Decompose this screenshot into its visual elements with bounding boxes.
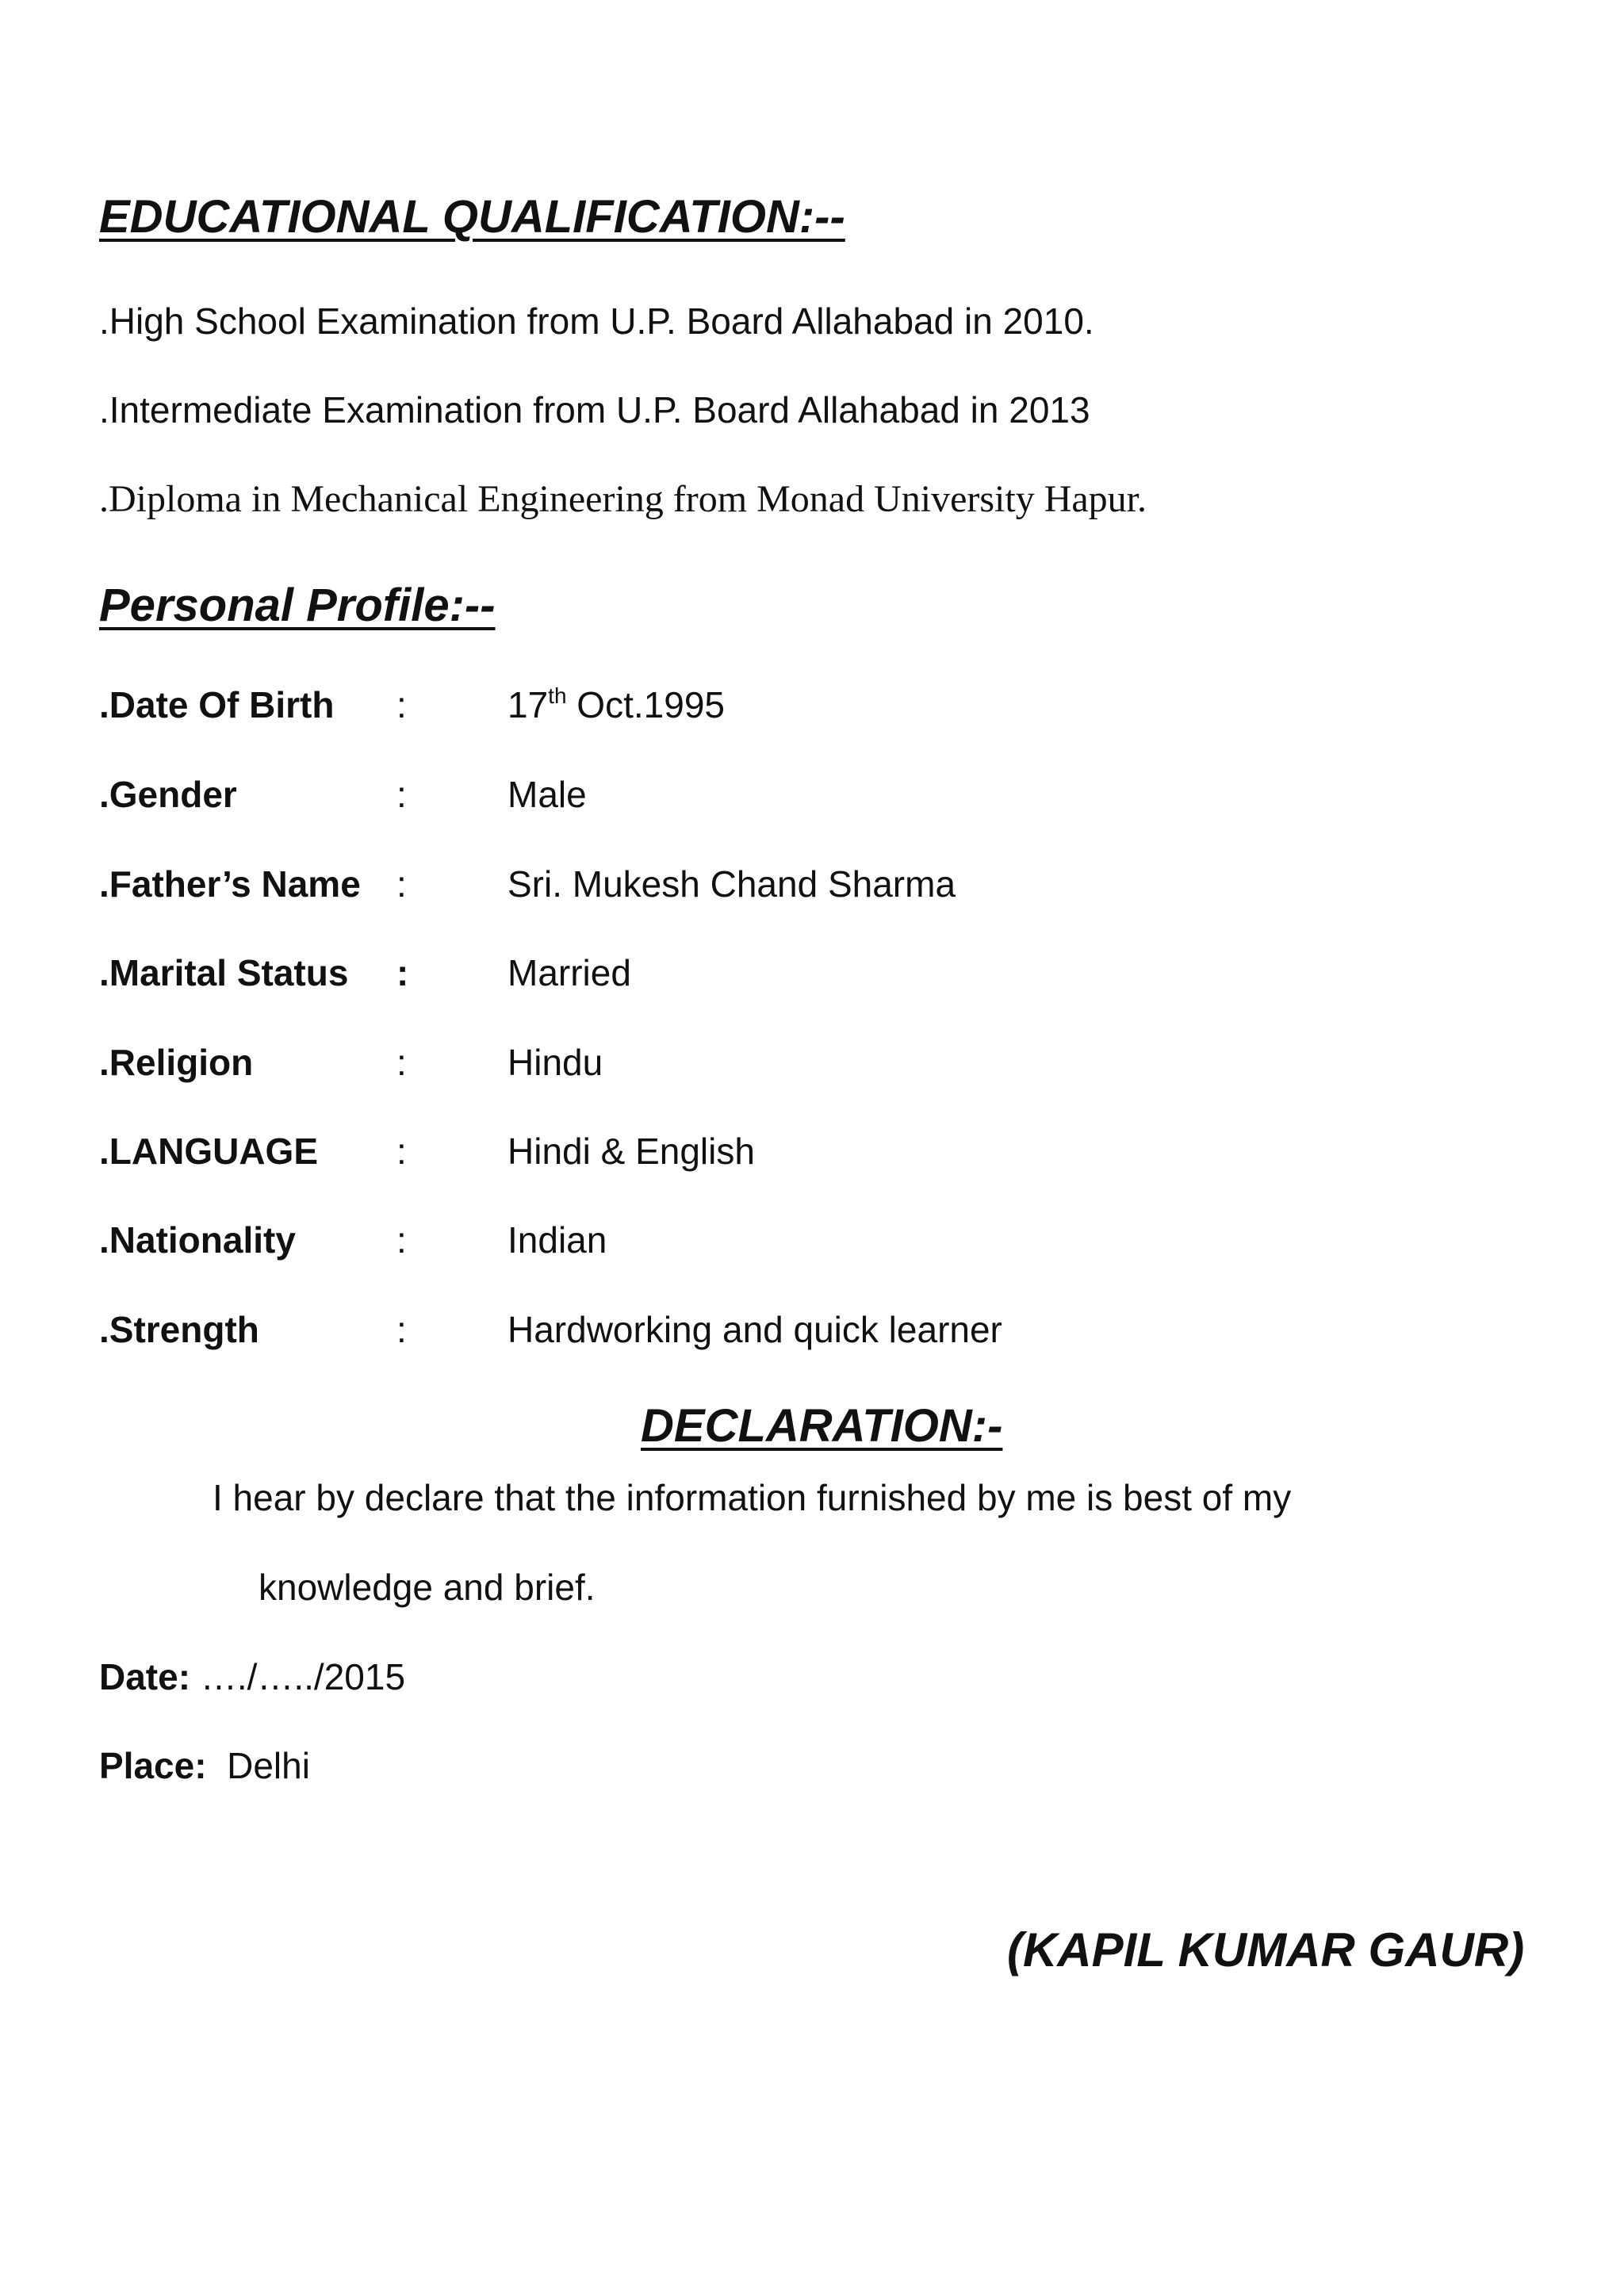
profile-colon: :	[396, 1219, 407, 1261]
education-item-diploma: .Diploma in Mechanical Engineering from Monad University Hapur.	[99, 478, 1147, 520]
dob-day: 17	[508, 684, 549, 725]
profile-label: .Nationality	[99, 1219, 296, 1261]
profile-value-dob	[508, 683, 725, 726]
profile-label: .Strength	[99, 1309, 259, 1350]
profile-label: .Gender	[99, 774, 237, 815]
declaration-text-line1: I hear by declare that the information furnished by me is best of my	[213, 1477, 1292, 1518]
profile-value: Married	[508, 952, 631, 993]
profile-heading: Personal Profile:--	[99, 580, 496, 631]
profile-value: Indian	[508, 1219, 607, 1261]
profile-value: Hardworking and quick learner	[508, 1309, 1002, 1350]
declaration-text-line2: knowledge and brief.	[259, 1567, 596, 1608]
date-label: Date:	[99, 1656, 191, 1697]
profile-value: Hindi & English	[508, 1131, 755, 1172]
profile-colon: :	[396, 684, 407, 725]
dob-suffix: th	[548, 683, 567, 708]
profile-value: Male	[508, 774, 587, 815]
profile-colon: :	[396, 952, 409, 993]
date-line	[99, 1655, 405, 1698]
profile-label: .Date Of Birth	[99, 684, 335, 725]
profile-colon: :	[396, 863, 407, 905]
profile-label: .Marital Status	[99, 952, 349, 993]
profile-value: Hindu	[508, 1042, 603, 1083]
profile-colon: :	[396, 1131, 407, 1172]
education-heading: EDUCATIONAL QUALIFICATION:--	[99, 191, 845, 243]
dob-rest: Oct.1995	[566, 684, 725, 725]
profile-value: Sri. Mukesh Chand Sharma	[508, 863, 956, 905]
place-label: Place:	[99, 1745, 207, 1786]
education-item-intermediate: .Intermediate Examination from U.P. Board Allahabad in 2013	[99, 389, 1090, 430]
profile-label: .Father’s Name	[99, 863, 361, 905]
profile-colon: :	[396, 1042, 407, 1083]
signature-name: (KAPIL KUMAR GAUR)	[1007, 1923, 1525, 1976]
profile-label: .LANGUAGE	[99, 1131, 318, 1172]
declaration-heading: DECLARATION:-	[641, 1400, 1003, 1452]
profile-colon: :	[396, 774, 407, 815]
education-item-high-school: .High School Examination from U.P. Board Allahabad in 2010.	[99, 300, 1094, 342]
profile-label: .Religion	[99, 1042, 254, 1083]
place-line	[99, 1744, 310, 1787]
place-value: Delhi	[227, 1745, 310, 1786]
profile-colon: :	[396, 1309, 407, 1350]
date-value: …./…../2015	[200, 1656, 406, 1697]
